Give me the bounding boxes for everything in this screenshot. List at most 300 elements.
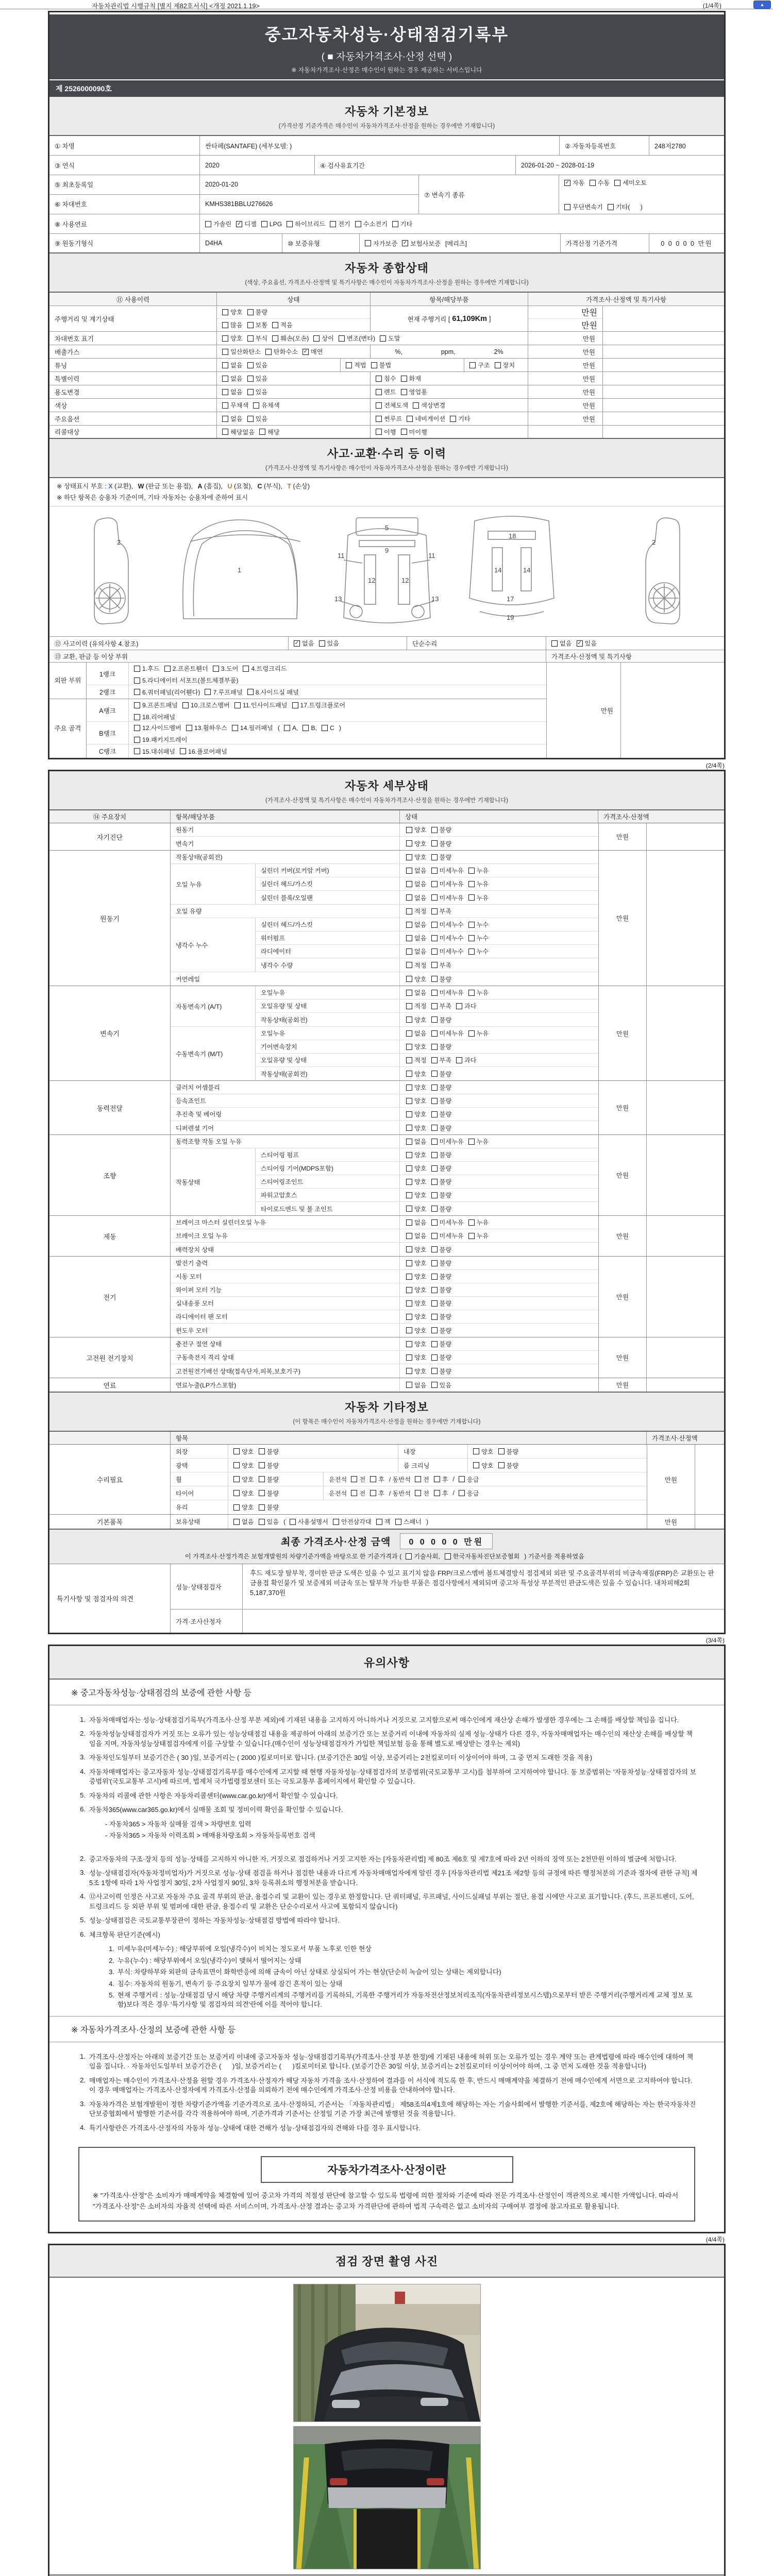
checkbox-box[interactable] xyxy=(406,1314,412,1320)
checkbox-box[interactable] xyxy=(431,962,438,968)
checkbox-box[interactable] xyxy=(406,935,412,941)
checkbox-box[interactable] xyxy=(406,1057,412,1063)
checkbox-누유[interactable] xyxy=(468,866,489,875)
checkbox-box[interactable] xyxy=(406,1368,412,1374)
checkbox-미세누유[interactable] xyxy=(431,879,464,888)
checkbox-box[interactable] xyxy=(431,894,438,901)
checkbox-box[interactable] xyxy=(406,1084,412,1091)
checkbox-box[interactable] xyxy=(431,1044,438,1050)
checkbox-box[interactable] xyxy=(213,666,219,672)
checkbox-box[interactable] xyxy=(234,702,241,708)
checkbox-box[interactable] xyxy=(431,1327,438,1333)
checkbox-box[interactable] xyxy=(164,666,171,672)
checkbox-9.프론트패널[interactable] xyxy=(134,701,178,709)
checkbox-18.리어패널[interactable] xyxy=(134,713,175,721)
checkbox-box[interactable] xyxy=(431,1287,438,1293)
checkbox-불량[interactable] xyxy=(431,1312,452,1321)
checkbox-없음[interactable] xyxy=(222,387,243,396)
checkbox-양호[interactable] xyxy=(406,1164,427,1173)
checkbox-box[interactable] xyxy=(355,221,361,227)
checkbox-box[interactable] xyxy=(468,1233,475,1239)
checkbox-없음[interactable] xyxy=(406,1137,427,1146)
checkbox-양호[interactable] xyxy=(233,1503,254,1512)
checkbox-하이브리드[interactable] xyxy=(287,219,325,228)
checkbox-전[interactable] xyxy=(351,1475,365,1484)
checkbox-box[interactable] xyxy=(292,702,298,708)
checkbox-box[interactable] xyxy=(233,1448,240,1454)
checkbox-box[interactable] xyxy=(431,827,438,833)
checkbox-box[interactable] xyxy=(222,322,228,328)
checkbox-box[interactable] xyxy=(431,1057,438,1063)
checkbox-box[interactable] xyxy=(431,840,438,846)
checkbox-자동[interactable] xyxy=(564,178,585,187)
checkbox-양호[interactable] xyxy=(406,1205,427,1213)
checkbox-box[interactable] xyxy=(284,725,290,731)
checkbox-box[interactable] xyxy=(406,1287,412,1293)
checkbox-양호[interactable] xyxy=(406,853,427,861)
checkbox-보험사보증[interactable] xyxy=(402,239,441,248)
checkbox-box[interactable] xyxy=(431,1071,438,1077)
checkbox-box[interactable] xyxy=(259,1462,265,1468)
checkbox-불량[interactable] xyxy=(431,1353,452,1362)
checkbox-양호[interactable] xyxy=(406,1083,427,1092)
checkbox-불법[interactable] xyxy=(371,361,392,369)
checkbox-누수[interactable] xyxy=(468,934,489,942)
checkbox-box[interactable] xyxy=(290,1519,296,1525)
checkbox-있음[interactable] xyxy=(259,1517,279,1526)
checkbox-불량[interactable] xyxy=(431,1096,452,1105)
checkbox-box[interactable] xyxy=(406,1219,412,1226)
checkbox-box[interactable] xyxy=(322,725,328,731)
checkbox-box[interactable] xyxy=(498,1462,505,1468)
checkbox-불량[interactable] xyxy=(259,1489,279,1498)
checkbox-불량[interactable] xyxy=(431,1164,452,1173)
checkbox-box[interactable] xyxy=(468,894,475,901)
checkbox-box[interactable]: ✓ xyxy=(402,240,408,246)
checkbox-box[interactable] xyxy=(134,737,140,743)
checkbox-네비게이션[interactable] xyxy=(407,414,445,423)
checkbox-box[interactable] xyxy=(431,1233,438,1239)
checkbox-침수[interactable] xyxy=(376,374,396,383)
checkbox-부족[interactable] xyxy=(431,1002,452,1010)
checkbox-전[interactable] xyxy=(415,1489,429,1498)
checkbox-box[interactable] xyxy=(272,335,278,342)
checkbox-불량[interactable] xyxy=(431,1124,452,1132)
checkbox-양호[interactable] xyxy=(406,1340,427,1348)
checkbox-없음[interactable] xyxy=(406,866,427,875)
checkbox-box[interactable] xyxy=(222,349,228,355)
checkbox-불량[interactable] xyxy=(431,1042,452,1051)
checkbox-box[interactable] xyxy=(134,725,140,731)
checkbox-box[interactable] xyxy=(431,1192,438,1198)
checkbox-양호[interactable] xyxy=(473,1447,494,1456)
checkbox-불량[interactable] xyxy=(431,1110,452,1118)
checkbox-미세누유[interactable] xyxy=(431,866,464,875)
checkbox-불량[interactable] xyxy=(259,1461,279,1470)
checkbox-box[interactable] xyxy=(247,376,254,382)
checkbox-box[interactable]: ✓ xyxy=(294,640,299,646)
checkbox-부족[interactable] xyxy=(431,1056,452,1064)
checkbox-box[interactable] xyxy=(459,1490,465,1496)
checkbox-box[interactable] xyxy=(401,376,407,382)
checkbox-변조(변타)[interactable] xyxy=(339,334,375,343)
checkbox-box[interactable] xyxy=(406,1260,412,1266)
checkbox-5.라디에이터 서포트(볼트체결부품)[interactable] xyxy=(134,676,239,685)
checkbox-후[interactable] xyxy=(434,1489,448,1498)
checkbox-box[interactable] xyxy=(468,868,475,874)
checkbox-box[interactable] xyxy=(431,1125,438,1131)
checkbox-후[interactable] xyxy=(370,1489,384,1498)
checkbox-box[interactable] xyxy=(431,948,438,955)
checkbox-불량[interactable] xyxy=(431,825,452,834)
checkbox-box[interactable] xyxy=(182,702,189,708)
checkbox-불량[interactable] xyxy=(431,1299,452,1308)
checkbox-box[interactable] xyxy=(406,827,412,833)
checkbox-양호[interactable] xyxy=(406,975,427,984)
checkbox-훼손(오손)[interactable] xyxy=(272,334,309,343)
checkbox-13.휠하우스[interactable] xyxy=(186,723,227,732)
checkbox-무채색[interactable] xyxy=(222,401,248,410)
checkbox-box[interactable] xyxy=(468,1219,475,1226)
checkbox-후[interactable] xyxy=(434,1475,448,1484)
checkbox-box[interactable] xyxy=(232,725,238,731)
checkbox-12.사이드멤버[interactable] xyxy=(134,723,181,732)
checkbox-box[interactable] xyxy=(415,1476,421,1482)
checkbox-box[interactable] xyxy=(222,376,228,382)
checkbox-box[interactable] xyxy=(134,689,140,695)
checkbox-불량[interactable] xyxy=(431,975,452,984)
checkbox-box[interactable] xyxy=(406,990,412,996)
checkbox-양호[interactable] xyxy=(406,1353,427,1362)
checkbox-box[interactable] xyxy=(468,881,475,887)
checkbox-양호[interactable] xyxy=(406,1312,427,1321)
checkbox-양호[interactable] xyxy=(406,1272,427,1281)
checkbox-불량[interactable] xyxy=(247,308,268,316)
checkbox-box[interactable] xyxy=(431,881,438,887)
checkbox-box[interactable] xyxy=(406,1274,412,1280)
checkbox-매연[interactable] xyxy=(303,347,323,356)
checkbox-미세누수[interactable] xyxy=(431,934,464,942)
checkbox-box[interactable] xyxy=(134,748,140,754)
checkbox-box[interactable] xyxy=(431,1152,438,1158)
checkbox-색상변경[interactable] xyxy=(413,401,445,410)
checkbox-box[interactable] xyxy=(406,1341,412,1347)
checkbox-box[interactable] xyxy=(287,221,293,227)
checkbox-불량[interactable] xyxy=(431,839,452,848)
checkbox-11.인사이드패널[interactable] xyxy=(234,701,288,709)
checkbox-미세누유[interactable] xyxy=(431,893,464,902)
checkbox-box[interactable] xyxy=(406,1139,412,1145)
checkbox-box[interactable] xyxy=(406,1233,412,1239)
checkbox-없음[interactable] xyxy=(406,893,427,902)
checkbox-box[interactable] xyxy=(259,1476,265,1482)
checkbox-box[interactable] xyxy=(395,1519,401,1525)
checkbox-box[interactable] xyxy=(370,1476,376,1482)
checkbox-응급[interactable] xyxy=(459,1489,479,1498)
checkbox-A,[interactable] xyxy=(284,724,298,732)
checkbox-box[interactable] xyxy=(376,376,382,382)
checkbox-불량[interactable] xyxy=(431,1340,452,1348)
checkbox-box[interactable] xyxy=(376,429,382,435)
checkbox-box[interactable] xyxy=(406,1152,412,1158)
checkbox-box[interactable] xyxy=(222,389,228,395)
checkbox-box[interactable] xyxy=(401,389,407,395)
checkbox-box[interactable] xyxy=(319,640,325,647)
checkbox-box[interactable] xyxy=(468,1030,475,1037)
checkbox-미세누유[interactable] xyxy=(431,988,464,997)
checkbox-box[interactable] xyxy=(259,1519,265,1525)
checkbox-양호[interactable] xyxy=(406,1177,427,1186)
checkbox-box[interactable] xyxy=(431,1098,438,1104)
checkbox-box[interactable] xyxy=(222,429,228,435)
checkbox-한국자동차진단보증협회[interactable] xyxy=(445,1552,520,1561)
checkbox-box[interactable] xyxy=(406,881,412,887)
checkbox-15.대쉬패널[interactable] xyxy=(134,747,175,756)
checkbox-미세누유[interactable] xyxy=(431,1029,464,1038)
checkbox-box[interactable] xyxy=(415,1490,421,1496)
checkbox-누유[interactable] xyxy=(468,1218,489,1227)
checkbox-C[interactable] xyxy=(322,724,334,732)
checkbox-양호[interactable] xyxy=(233,1447,254,1456)
checkbox-스패너[interactable] xyxy=(395,1517,422,1526)
checkbox-있음[interactable] xyxy=(247,361,268,369)
checkbox-box[interactable] xyxy=(265,349,272,355)
checkbox-불량[interactable] xyxy=(431,1015,452,1024)
checkbox-불량[interactable] xyxy=(431,1177,452,1186)
checkbox-box[interactable] xyxy=(406,1354,412,1361)
checkbox-14.필러패널[interactable] xyxy=(232,723,273,732)
checkbox-box[interactable] xyxy=(406,908,412,914)
checkbox-box[interactable] xyxy=(431,1206,438,1212)
checkbox-box[interactable] xyxy=(233,1519,240,1525)
checkbox-box[interactable] xyxy=(468,948,475,955)
checkbox-box[interactable] xyxy=(401,429,407,435)
checkbox-10.크로스멤버[interactable] xyxy=(182,701,230,709)
checkbox-화재[interactable] xyxy=(401,374,422,383)
checkbox-전체도색[interactable] xyxy=(376,401,408,410)
checkbox-전[interactable] xyxy=(415,1475,429,1484)
checkbox-box[interactable] xyxy=(406,1125,412,1131)
checkbox-누유[interactable] xyxy=(468,1231,489,1240)
checkbox-box[interactable] xyxy=(407,416,413,422)
checkbox-부족[interactable] xyxy=(431,907,452,916)
checkbox-box[interactable] xyxy=(431,1111,438,1117)
checkbox-box[interactable] xyxy=(406,1098,412,1104)
checkbox-양호[interactable] xyxy=(222,334,243,343)
checkbox-있음[interactable] xyxy=(577,639,597,648)
checkbox-응급[interactable] xyxy=(459,1475,479,1484)
checkbox-적정[interactable] xyxy=(406,961,427,970)
checkbox-없음[interactable] xyxy=(406,947,427,956)
checkbox-양호[interactable] xyxy=(406,1245,427,1254)
checkbox-box[interactable] xyxy=(495,362,501,368)
checkbox-누유[interactable] xyxy=(468,879,489,888)
checkbox-box[interactable] xyxy=(406,976,412,982)
checkbox-box[interactable] xyxy=(134,702,140,708)
checkbox-양호[interactable] xyxy=(233,1489,254,1498)
checkbox-없음[interactable] xyxy=(406,1218,427,1227)
checkbox-17.트렁크플로어[interactable] xyxy=(292,701,346,709)
checkbox-불량[interactable] xyxy=(431,1285,452,1294)
checkbox-있음[interactable] xyxy=(247,374,268,383)
checkbox-렌트[interactable] xyxy=(376,387,396,396)
checkbox-과다[interactable] xyxy=(456,1056,477,1064)
checkbox-양호[interactable] xyxy=(406,1042,427,1051)
checkbox-box[interactable] xyxy=(376,402,382,409)
checkbox-box[interactable] xyxy=(313,335,320,342)
checkbox-box[interactable] xyxy=(205,689,211,695)
checkbox-있음[interactable] xyxy=(247,414,268,423)
checkbox-box[interactable] xyxy=(134,677,140,684)
checkbox-기타[interactable] xyxy=(392,219,413,228)
checkbox-기타( )[interactable] xyxy=(608,202,643,211)
checkbox-box[interactable] xyxy=(186,725,192,731)
checkbox-box[interactable] xyxy=(431,990,438,996)
checkbox-없음[interactable] xyxy=(406,879,427,888)
checkbox-불량[interactable] xyxy=(259,1503,279,1512)
checkbox-box[interactable] xyxy=(222,362,228,368)
checkbox-box[interactable] xyxy=(351,1490,357,1496)
checkbox-해당[interactable] xyxy=(259,428,280,436)
checkbox-썬루프[interactable] xyxy=(376,414,402,423)
checkbox-box[interactable] xyxy=(376,1519,382,1525)
checkbox-양호[interactable] xyxy=(406,1326,427,1335)
checkbox-box[interactable] xyxy=(134,666,140,672)
checkbox-없음[interactable] xyxy=(222,414,243,423)
checkbox-box[interactable] xyxy=(259,1504,265,1511)
checkbox-불량[interactable] xyxy=(259,1475,279,1484)
checkbox-box[interactable] xyxy=(406,1300,412,1307)
checkbox-3.도어[interactable] xyxy=(213,664,239,673)
checkbox-수소전기[interactable] xyxy=(355,219,388,228)
checkbox-box[interactable] xyxy=(431,935,438,941)
checkbox-7.루프패널[interactable] xyxy=(205,688,242,697)
checkbox-양호[interactable] xyxy=(406,1070,427,1078)
checkbox-탄화수소[interactable] xyxy=(265,347,298,356)
checkbox-box[interactable] xyxy=(247,389,254,395)
checkbox-LPG[interactable] xyxy=(261,221,282,228)
checkbox-세미오토[interactable] xyxy=(614,178,647,187)
checkbox-상이[interactable] xyxy=(313,334,334,343)
checkbox-box[interactable] xyxy=(222,402,228,409)
checkbox-사용설명서[interactable] xyxy=(290,1517,328,1526)
checkbox-box[interactable] xyxy=(406,1165,412,1172)
checkbox-box[interactable] xyxy=(431,1179,438,1185)
checkbox-box[interactable] xyxy=(406,922,412,928)
checkbox-box[interactable] xyxy=(376,416,382,422)
checkbox-box[interactable] xyxy=(431,1084,438,1091)
checkbox-누유[interactable] xyxy=(468,1137,489,1146)
checkbox-불량[interactable] xyxy=(431,853,452,861)
checkbox-box[interactable] xyxy=(233,1462,240,1468)
checkbox-box[interactable] xyxy=(431,1003,438,1009)
checkbox-누유[interactable] xyxy=(468,893,489,902)
checkbox-box[interactable] xyxy=(459,1476,465,1482)
checkbox-box[interactable] xyxy=(346,362,352,368)
checkbox-미세누수[interactable] xyxy=(431,947,464,956)
checkbox-불량[interactable] xyxy=(431,1083,452,1092)
checkbox-안전삼각대[interactable] xyxy=(333,1517,372,1526)
checkbox-box[interactable] xyxy=(431,854,438,860)
checkbox-box[interactable] xyxy=(564,204,570,210)
checkbox-box[interactable] xyxy=(406,962,412,968)
checkbox-box[interactable] xyxy=(551,640,558,647)
checkbox-box[interactable] xyxy=(445,1553,451,1560)
checkbox-양호[interactable] xyxy=(406,1367,427,1376)
checkbox-적정[interactable] xyxy=(406,907,427,916)
checkbox-box[interactable] xyxy=(406,1111,412,1117)
checkbox-양호[interactable] xyxy=(406,1124,427,1132)
checkbox-불량[interactable] xyxy=(431,1150,452,1159)
checkbox-box[interactable] xyxy=(406,1382,412,1388)
checkbox-있음[interactable] xyxy=(431,1381,452,1389)
checkbox-양호[interactable] xyxy=(406,839,427,848)
checkbox-부식[interactable] xyxy=(247,334,268,343)
checkbox-box[interactable] xyxy=(431,1219,438,1226)
checkbox-많음[interactable] xyxy=(222,320,243,329)
checkbox-양호[interactable] xyxy=(406,825,427,834)
checkbox-미세누유[interactable] xyxy=(431,1231,464,1240)
checkbox-box[interactable] xyxy=(351,1476,357,1482)
checkbox-해당없음[interactable] xyxy=(222,428,255,436)
checkbox-6.쿼터패널(리어휀다)[interactable] xyxy=(134,688,200,697)
checkbox-양호[interactable] xyxy=(233,1475,254,1484)
checkbox-불량[interactable] xyxy=(431,1191,452,1199)
checkbox-불량[interactable] xyxy=(431,1272,452,1281)
checkbox-box[interactable] xyxy=(247,322,254,328)
checkbox-양호[interactable] xyxy=(406,1096,427,1105)
checkbox-불량[interactable] xyxy=(498,1461,519,1470)
checkbox-불량[interactable] xyxy=(431,1245,452,1254)
checkbox-box[interactable] xyxy=(473,1448,479,1454)
checkbox-있음[interactable] xyxy=(247,387,268,396)
checkbox-box[interactable] xyxy=(431,908,438,914)
checkbox-가솔린[interactable] xyxy=(205,219,231,228)
checkbox-box[interactable]: ✓ xyxy=(237,221,242,227)
checkbox-양호[interactable] xyxy=(406,1259,427,1267)
checkbox-box[interactable] xyxy=(261,221,267,227)
checkbox-box[interactable] xyxy=(406,840,412,846)
checkbox-없음[interactable] xyxy=(233,1517,254,1526)
checkbox-없음[interactable] xyxy=(222,361,243,369)
checkbox-box[interactable] xyxy=(406,1246,412,1252)
checkbox-box[interactable] xyxy=(431,1274,438,1280)
checkbox-box[interactable] xyxy=(222,309,228,315)
checkbox-기술사회,[interactable] xyxy=(406,1552,440,1561)
checkbox-box[interactable] xyxy=(371,362,377,368)
checkbox-box[interactable] xyxy=(406,1553,412,1560)
checkbox-전[interactable] xyxy=(351,1489,365,1498)
checkbox-box[interactable] xyxy=(233,1504,240,1511)
checkbox-box[interactable] xyxy=(431,1354,438,1361)
checkbox-box[interactable] xyxy=(431,1314,438,1320)
checkbox-box[interactable] xyxy=(380,335,386,342)
checkbox-box[interactable] xyxy=(431,1368,438,1374)
checkbox-box[interactable] xyxy=(233,1476,240,1482)
checkbox-미세누유[interactable] xyxy=(431,1218,464,1227)
checkbox-box[interactable] xyxy=(365,240,371,246)
checkbox-box[interactable] xyxy=(333,1519,339,1525)
checkbox-box[interactable]: ✓ xyxy=(303,348,308,354)
checkbox-불량[interactable] xyxy=(259,1447,279,1456)
checkbox-box[interactable] xyxy=(468,1139,475,1145)
checkbox-box[interactable] xyxy=(468,935,475,941)
checkbox-box[interactable] xyxy=(469,362,476,368)
checkbox-없음[interactable] xyxy=(406,1381,427,1389)
checkbox-box[interactable] xyxy=(608,204,614,210)
checkbox-box[interactable] xyxy=(406,894,412,901)
checkbox-누수[interactable] xyxy=(468,920,489,929)
